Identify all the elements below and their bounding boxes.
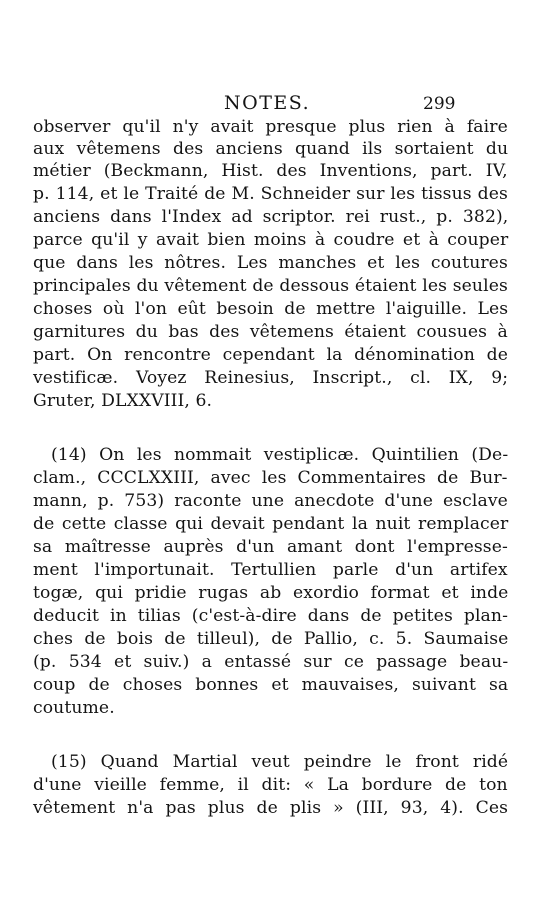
text-line: p. 114, et le Traité de M. Schneider sur les tissus des (33, 184, 508, 204)
text-line: vestificæ. Voyez Reinesius, Inscript., cl. IX, 9; (33, 368, 509, 388)
text-line: de cette classe qui devait pendant la nuit remplacer (33, 514, 509, 534)
text-line: clam., CCCLXXIII, avec les Commentaires de Bur- (33, 468, 508, 488)
page-header (0, 92, 539, 118)
text-line: coup de choses bonnes et mauvaises, suivant sa (33, 675, 509, 695)
text-line: aux vêtemens des anciens quand ils sortaient du (33, 139, 509, 159)
text-line: part. On rencontre cependant la dénomination de (33, 345, 508, 365)
text-line: métier (Beckmann, Hist. des Inventions, part. IV, (33, 161, 508, 181)
text-line: observer qu'il n'y avait presque plus rien à faire (33, 117, 508, 137)
running-title: NOTES. (224, 92, 311, 114)
text-line: mann, p. 753) raconte une anecdote d'une esclave (33, 491, 508, 511)
text-line: ches de bois de tilleul), de Pallio, c. 5. Saumaise (33, 629, 509, 649)
text-line: anciens dans l'Index ad scriptor. rei rust., p. 382), (33, 207, 509, 227)
text-line: que dans les nôtres. Les manches et les coutures (33, 253, 508, 273)
text-line: parce qu'il y avait bien moins à coudre et à couper (33, 230, 509, 250)
text-line: coutume. (33, 698, 115, 718)
text-line: d'une vieille femme, il dit: « La bordure de ton (33, 775, 508, 795)
text-line: principales du vêtement de dessous étaient les seules (33, 276, 508, 296)
text-line: deducit in tilias (c'est-à-dire dans de petites plan- (33, 606, 508, 626)
text-line: Gruter, DLXXVIII, 6. (33, 391, 213, 411)
text-line: (15) Quand Martial veut peindre le front ridé (51, 752, 509, 772)
text-line: sa maîtresse auprès d'un amant dont l'empresse- (33, 537, 508, 557)
text-line: garnitures du bas des vêtemens étaient cousues à (33, 322, 508, 342)
text-line: ment l'importunait. Tertullien parle d'un artifex (33, 560, 508, 580)
page-number: 299 (423, 94, 456, 114)
text-line: (p. 534 et suiv.) a entassé sur ce passage beau- (33, 652, 509, 672)
text-line: vêtement n'a pas plus de plis » (III, 93, 4). Ces (33, 798, 509, 818)
text-line: (14) On les nommait vestiplicæ. Quintilien (De- (51, 445, 509, 465)
text-line: choses où l'on eût besoin de mettre l'aiguille. Les (33, 299, 509, 319)
text-line: togæ, qui pridie rugas ab exordio format et inde (33, 583, 509, 603)
